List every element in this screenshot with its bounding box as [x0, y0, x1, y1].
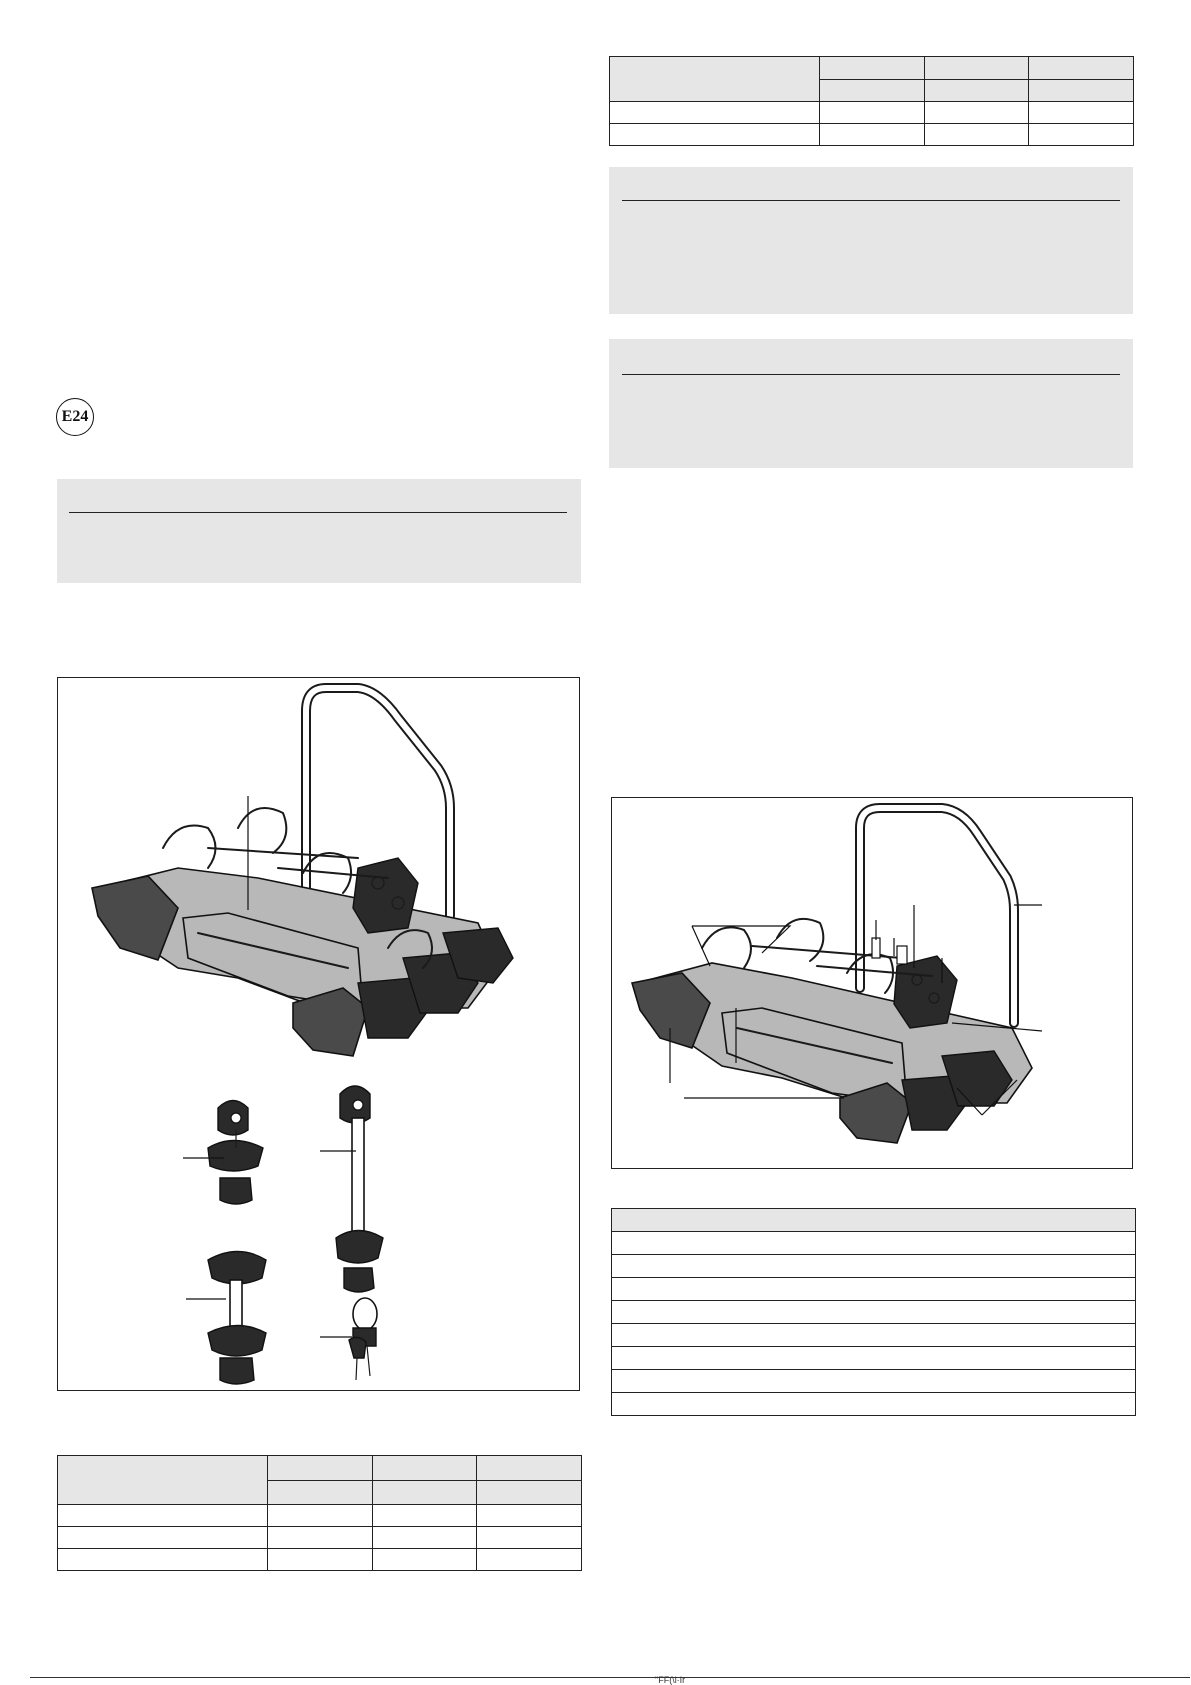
table-header-cell: [477, 1480, 582, 1505]
note-rule: [622, 200, 1120, 201]
table-row: [610, 102, 1134, 124]
note-box-left: [57, 479, 581, 583]
note-box-right-2: [609, 339, 1133, 468]
table-header-row: [610, 57, 1134, 80]
clamp-short-icon: [208, 1101, 263, 1205]
bike-carrier-parts-illustration: [58, 678, 579, 1390]
table-header-cell: [268, 1456, 373, 1481]
table-row: [58, 1527, 582, 1549]
note-rule: [69, 512, 567, 513]
footer-rule: [30, 1677, 1190, 1678]
note-rule: [622, 374, 1120, 375]
spec-table-bottom-left: [57, 1455, 582, 1571]
table-row: [612, 1278, 1136, 1301]
bike-carrier-overview-illustration: [612, 798, 1132, 1168]
table-header-row: [612, 1209, 1136, 1232]
table-row: [612, 1255, 1136, 1278]
table-row: [612, 1393, 1136, 1416]
figure-frame-right: [611, 797, 1133, 1169]
table-row: [610, 124, 1134, 146]
table-row: [612, 1347, 1136, 1370]
parts-list-table: [611, 1208, 1136, 1416]
e24-label: E24: [61, 408, 89, 425]
table-row: [58, 1549, 582, 1571]
table-header-cell: [612, 1209, 1136, 1232]
table-header-cell: [925, 57, 1029, 80]
table-row: [612, 1301, 1136, 1324]
table-header-cell: [268, 1480, 373, 1505]
clamp-spacer-icon: [208, 1252, 266, 1385]
spec-table-top-right: [609, 56, 1134, 146]
keys-icon: [349, 1298, 377, 1380]
figure-frame-left: [57, 677, 580, 1391]
table-row: [612, 1370, 1136, 1393]
table-header-cell: [373, 1480, 477, 1505]
table-header-row: [58, 1456, 582, 1481]
table-header-cell: [820, 57, 925, 80]
table-header-cell: [925, 79, 1029, 102]
table-header-cell: [58, 1456, 268, 1505]
footer-mark: "FF(\i·Ir: [655, 1675, 686, 1685]
table-header-cell: [820, 79, 925, 102]
table-row: [612, 1324, 1136, 1347]
table-row: [58, 1505, 582, 1527]
table-header-cell: [477, 1456, 582, 1481]
carrier-body-icon: [632, 919, 1032, 1143]
table-row: [612, 1232, 1136, 1255]
table-header-cell: [610, 57, 820, 102]
table-header-cell: [373, 1456, 477, 1481]
clamp-long-icon: [336, 1086, 383, 1292]
table-header-cell: [1029, 57, 1134, 80]
note-box-right-1: [609, 167, 1133, 314]
e24-approval-mark: [56, 398, 94, 436]
table-header-cell: [1029, 79, 1134, 102]
